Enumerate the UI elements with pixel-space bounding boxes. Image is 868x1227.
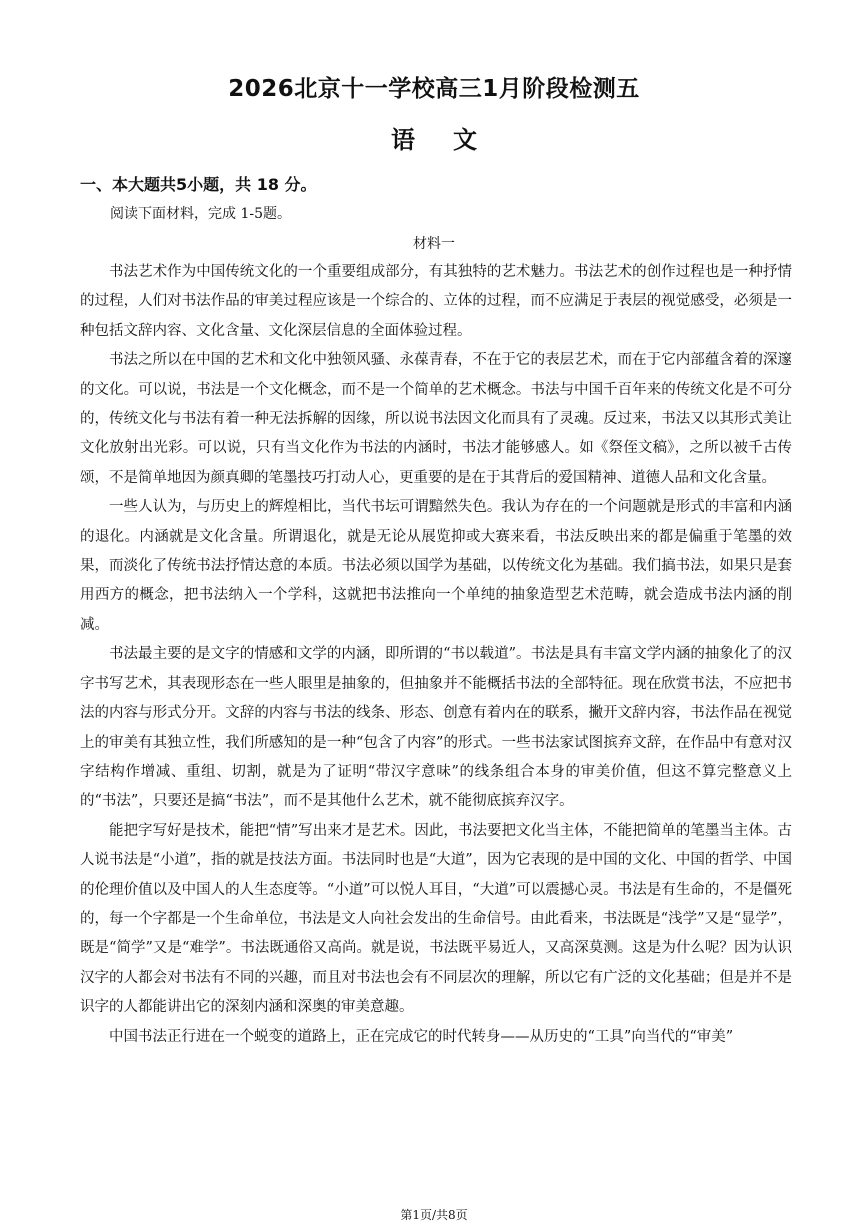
material-body (80, 258, 792, 1052)
paragraph: 中国书法正行进在一个蜕变的道路上，正在完成它的时代转身——从历史的“工具”向当代的“审美” (109, 1028, 734, 1045)
paragraph: 能把字写好是技术，能把“情”写出来才是艺术。因此，书法要把文化当主体，不能把简单的笔墨当主体。古人说书法是“小道”，指的就是技法方面。书法同时也是“大道”，因为它表现的是中国的文化、中国的哲学、中国的伦理价值以及中国人的人生态度等。“小道”可以悦人耳目，“大道”可以震撼心灵。书法是有生命的，不是僵死的，每一个字都是一个生命单位，书法是文人向社会发出的生命信号。由此看来，书法既是“浅学”又是“显学”，既是“简学”又是“难学”。书法既通俗又高尚。就是说，书法既平易近人，又高深莫测。这是为什么呢？因为认识汉字的人都会对书法有不同的兴趣，而且对书法也会有不同层次的理解，所以它有广泛的文化基础；但是并不是识字的人都能讲出它的深刻内涵和深奥的审美意趣。 (80, 822, 792, 1016)
reading-instruction: 阅读下面材料，完成 1-5题。 (110, 206, 291, 222)
section-heading: 一、本大题共5小题，共 18 分。 (80, 175, 317, 194)
paragraph: 书法最主要的是文字的情感和文学的内涵，即所谓的“书以载道”。书法是具有丰富文学内涵的抽象化了的汉字书写艺术，其表现形态在一些人眼里是抽象的，但抽象并不能概括书法的全部特征。现在欣赏书法，不应把书法的内容与形式分开。文辞的内容与书法的线条、形态、创意有着内在的联系，撇开文辞内容，书法作品在视觉上的审美有其独立性，我们所感知的是一种“包含了内容”的形式。一些书法家试图摈弃文辞，在作品中有意对汉字结构作增减、重组、切割，就是为了证明“带汉字意味”的线条组合本身的审美价值，但这不算完整意义上的“书法”，只要还是搞“书法”，而不是其他什么艺术，就不能彻底摈弃汉字。 (80, 646, 792, 810)
material-title: 材料一 (413, 236, 455, 252)
paragraph: 书法艺术作为中国传统文化的一个重要组成部分，有其独特的艺术魅力。书法艺术的创作过程也是一种抒情的过程，人们对书法作品的审美过程应该是一个综合的、立体的过程，而不应满足于表层的视觉感受，必须是一种包括文辞内容、文化含量、文化深层信息的全面体验过程。 (80, 264, 792, 339)
subject-title: 语文 (391, 126, 515, 154)
paragraph: 书法之所以在中国的艺术和文化中独领风骚、永葆青春，不在于它的表层艺术，而在于它内部蕴含着的深邃的文化。可以说，书法是一个文化概念，而不是一个简单的艺术概念。书法与中国千百年来的传统文化是不可分的，传统文化与书法有着一种无法拆解的因缘，所以说书法因文化而具有了灵魂。反过来，书法又以其形式美让文化放射出光彩。可以说，只有当文化作为书法的内涵时，书法才能够感人。如《祭侄文稿》，之所以被千古传颂，不是简单地因为颜真卿的笔墨技巧打动人心，更重要的是在于其背后的爱国精神、道德人品和文化含量。 (80, 352, 792, 486)
page-number: 第1页/共8页 (400, 1208, 468, 1222)
paragraph: 一些人认为，与历史上的辉煌相比，当代书坛可谓黯然失色。我认为存在的一个问题就是形式的丰富和内涵的退化。内涵就是文化含量。所谓退化，就是无论从展览抑或大赛来看，书法反映出来的都是偏重于笔墨的效果，而淡化了传统书法抒情达意的本质。书法必须以国学为基础，以传统文化为基础。我们搞书法，如果只是套用西方的概念，把书法纳入一个学科，这就把书法推向一个单纯的抽象造型艺术范畴，就会造成书法内涵的削减。 (80, 499, 792, 633)
exam-title: 2026北京十一学校高三1月阶段检测五 (228, 76, 640, 102)
